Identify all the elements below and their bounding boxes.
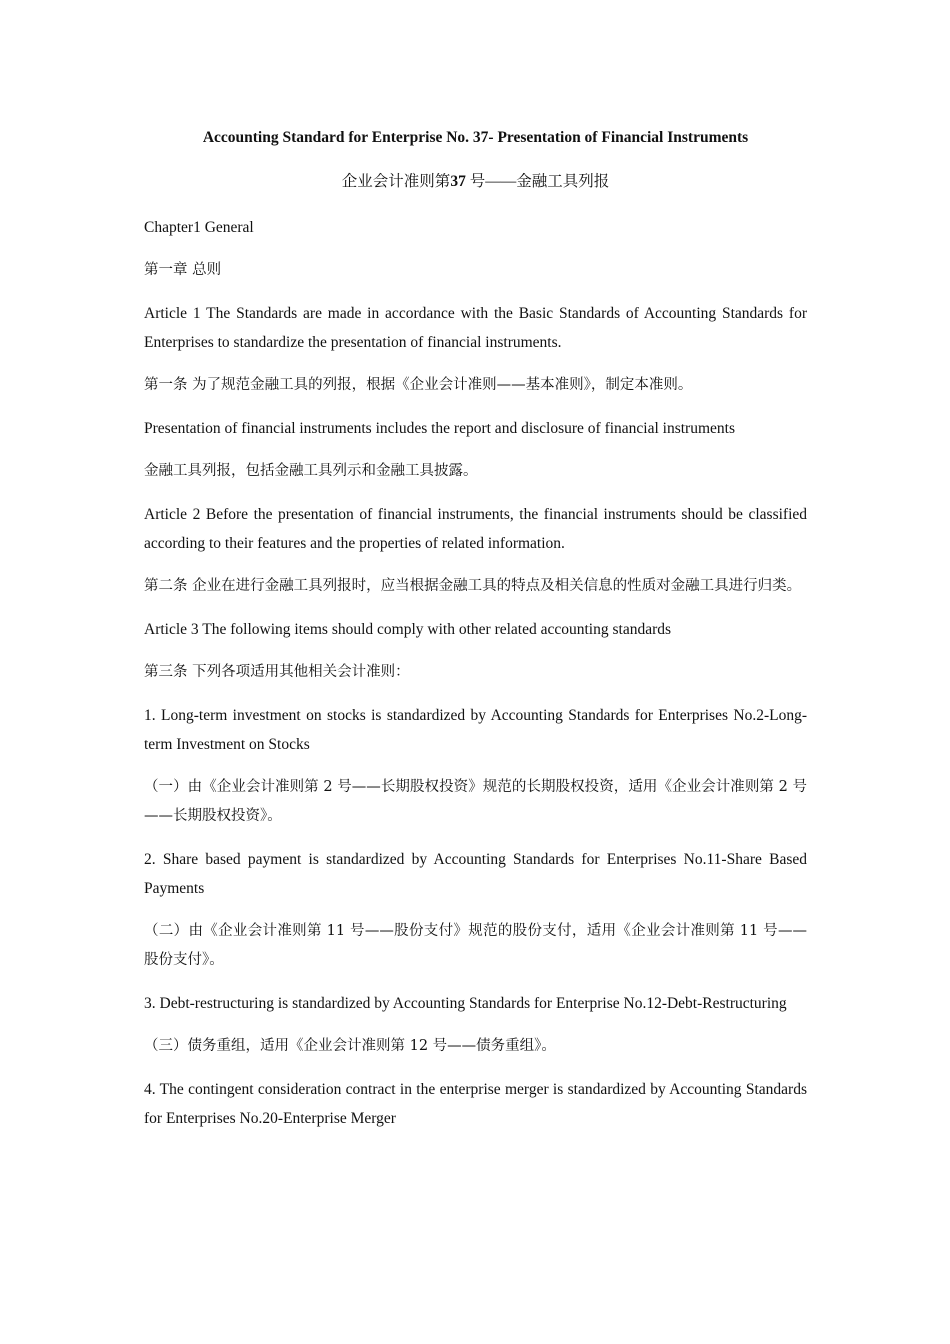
item-2-en: 2. Share based payment is standardized by Accounting Standards for Enterprises No.11-Share Based Payments — [144, 851, 807, 897]
item-1-en: 1. Long-term investment on stocks is standardized by Accounting Standards for Enterprises No.2-Long-term Investment on Stocks — [144, 707, 807, 753]
article-3-en: Article 3 The following items should comply with other related accounting standards — [144, 621, 672, 638]
item-3-zh: （三）债务重组，适用《企业会计准则第 12 号——债务重组》。 — [144, 1038, 556, 1054]
title-chinese-number: 37 — [450, 173, 466, 190]
article-2-zh: 第二条 企业在进行金融工具列报时，应当根据金融工具的特点及相关信息的性质对金融工具进行归类。 — [144, 578, 802, 594]
chapter-heading-en: Chapter1 General — [144, 219, 254, 236]
presentation-note-en: Presentation of financial instruments includes the report and disclosure of financial instruments — [144, 420, 735, 437]
document-page — [144, 126, 807, 1147]
title-chinese — [144, 170, 807, 194]
presentation-note-zh: 金融工具列报，包括金融工具列示和金融工具披露。 — [144, 463, 478, 479]
item-1-zh: （一）由《企业会计准则第 2 号——长期股权投资》规范的长期股权投资，适用《企业会计准则第 2 号——长期股权投资》。 — [144, 779, 807, 824]
article-2-en: Article 2 Before the presentation of financial instruments, the financial instruments should be classified according to their features and the properties of related information. — [144, 506, 807, 552]
article-1-zh: 第一条 为了规范金融工具的列报，根据《企业会计准则——基本准则》，制定本准则。 — [144, 377, 693, 393]
article-3-zh: 第三条 下列各项适用其他相关会计准则： — [144, 664, 410, 680]
title-chinese-prefix: 企业会计准则第 — [341, 173, 451, 190]
item-4-en: 4. The contingent consideration contract in the enterprise merger is standardized by Accounting Standards for Enterprises No.20-Enterprise Merger — [144, 1081, 807, 1127]
chapter-heading-zh: 第一章 总则 — [144, 262, 222, 278]
item-3-en: 3. Debt-restructuring is standardized by Accounting Standards for Enterprise No.12-Debt-Restructuring — [144, 995, 787, 1012]
title-chinese-suffix: 号——金融工具列报 — [469, 173, 610, 190]
item-2-zh: （二）由《企业会计准则第 11 号——股份支付》规范的股份支付，适用《企业会计准则第 11 号——股份支付》。 — [144, 923, 807, 968]
article-1-en: Article 1 The Standards are made in accordance with the Basic Standards of Accounting Standards for Enterprises to standardize the presentation of financial instruments. — [144, 305, 807, 351]
title-english: Accounting Standard for Enterprise No. 37- Presentation of Financial Instruments — [202, 129, 749, 146]
